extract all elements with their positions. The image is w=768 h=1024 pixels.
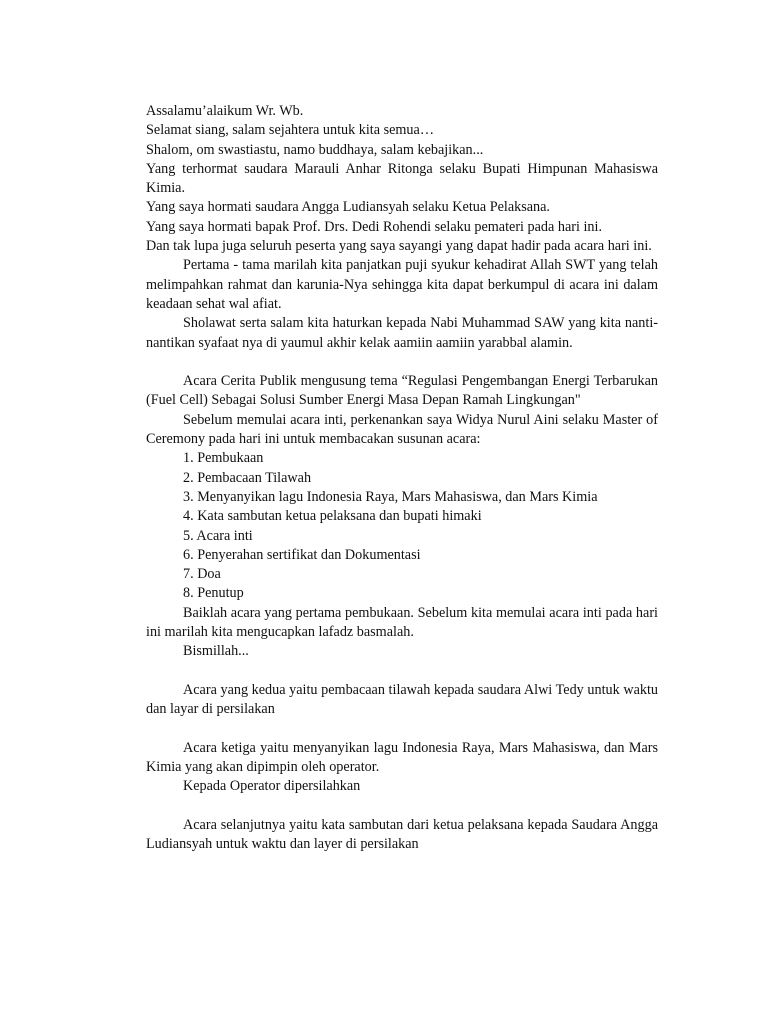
spacer bbox=[146, 797, 658, 816]
paragraph-tilawah: Acara yang kedua yaitu pembacaan tilawah kepada saudara Alwi Tedy untuk waktu dan layar di persilakan bbox=[146, 681, 658, 718]
paragraph-operator: Kepada Operator dipersilahkan bbox=[183, 778, 361, 795]
agenda-item: 4. Kata sambutan ketua pelaksana dan bupati himaki bbox=[183, 508, 482, 525]
agenda-item: 7. Doa bbox=[183, 566, 221, 583]
spacer bbox=[146, 720, 658, 739]
document-page bbox=[146, 102, 658, 855]
paragraph-tema: Acara Cerita Publik mengusung tema “Regulasi Pengembangan Energi Terbarukan (Fuel Cell) Sebagai Solusi Sumber Energi Masa Depan Ramah Lingkungan" bbox=[146, 373, 658, 409]
paragraph-puji-syukur: Pertama - tama marilah kita panjatkan puji syukur kehadirat Allah SWT yang telah melimpahkan rahmat dan karunia-Nya sehingga kita dapat berkumpul di acara ini dalam keadaan sehat wal afiat. bbox=[146, 257, 658, 312]
honorific-ketua-pelaksana: Yang saya hormati saudara Angga Ludiansyah selaku Ketua Pelaksana. bbox=[146, 199, 550, 216]
honorific-pemateri: Yang saya hormati bapak Prof. Drs. Dedi Rohendi selaku pemateri pada hari ini. bbox=[146, 218, 602, 235]
spacer bbox=[146, 353, 658, 372]
greeting-salam: Assalamu’alaikum Wr. Wb. bbox=[146, 103, 304, 119]
honorific-peserta: Dan tak lupa juga seluruh peserta yang saya sayangi yang dapat hadir pada acara hari ini. bbox=[146, 238, 652, 255]
honorific-bupati: Yang terhormat saudara Marauli Anhar Ritonga selaku Bupati Himpunan Mahasiswa Kimia. bbox=[146, 160, 658, 197]
agenda-item: 1. Pembukaan bbox=[183, 450, 264, 467]
agenda-item: 2. Pembacaan Tilawah bbox=[183, 469, 312, 486]
paragraph-sambutan: Acara selanjutnya yaitu kata sambutan dari ketua pelaksana kepada Saudara Angga Ludiansyah untuk waktu dan layer di persilakan bbox=[146, 816, 658, 853]
paragraph-sholawat: Sholawat serta salam kita haturkan kepada Nabi Muhammad SAW yang kita nanti-nantikan syafaat nya di yaumul akhir kelak aamiin aamiin yarabbal alamin. bbox=[146, 315, 658, 351]
greeting-shalom: Shalom, om swastiastu, namo buddhaya, salam kebajikan... bbox=[146, 141, 484, 158]
spacer bbox=[146, 662, 658, 681]
agenda-item: 6. Penyerahan sertifikat dan Dokumentasi bbox=[183, 546, 421, 563]
paragraph-mc-intro: Sebelum memulai acara inti, perkenankan saya Widya Nurul Aini selaku Master of Ceremony pada hari ini untuk membacakan susunan acara: bbox=[146, 411, 658, 448]
agenda-list bbox=[146, 449, 658, 603]
paragraph-pembukaan: Baiklah acara yang pertama pembukaan. Sebelum kita memulai acara inti pada hari ini marilah kita mengucapkan lafadz basmalah. bbox=[146, 604, 658, 641]
paragraph-lagu: Acara ketiga yaitu menyanyikan lagu Indonesia Raya, Mars Mahasiswa, dan Mars Kimia yang akan dipimpin oleh operator. bbox=[146, 739, 658, 776]
greeting-selamat-siang: Selamat siang, salam sejahtera untuk kita semua… bbox=[146, 122, 435, 139]
agenda-item: 3. Menyanyikan lagu Indonesia Raya, Mars Mahasiswa, dan Mars Kimia bbox=[183, 488, 598, 505]
agenda-item: 8. Penutup bbox=[183, 585, 244, 602]
agenda-item: 5. Acara inti bbox=[183, 527, 253, 544]
paragraph-bismillah: Bismillah... bbox=[183, 643, 249, 660]
